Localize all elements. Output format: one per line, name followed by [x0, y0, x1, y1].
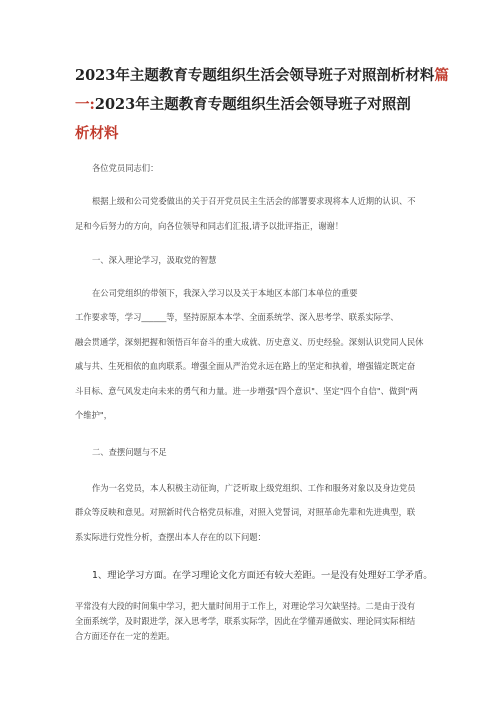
title-accent: 一:	[75, 96, 95, 113]
paragraph-line: 工作要求等，学习______等，坚持原原本本学、全面系统学、深入思考学、联系实际学、	[75, 312, 399, 322]
paragraph-line: 戚与共、生死相依的血肉联系。增强全面从严治党永远在路上的坚定和执着，增强锚定既定奋	[75, 361, 416, 371]
paragraph-line: 作为一名党员，本人积极主动征询，广泛听取上级党组织、工作和服务对象以及身边党员	[92, 483, 416, 493]
paragraph-line: 全面系统学，及时跟进学，深入思考学，联系实际学，因此在学懂弄通做实、理论同实际相结	[75, 616, 416, 626]
paragraph-line: 斗目标、意气风发走向未来的勇气和力量。进一步增强"四个意识"、坚定"四个自信"、做到"两	[75, 386, 418, 396]
paragraph-line: 合方面还存在一定的差距。	[75, 631, 175, 641]
document-title-line-3	[75, 125, 435, 142]
title-accent: 篇	[434, 67, 449, 84]
title-text: 2023年主题教育专题组织生活会领导班子对照剖	[94, 96, 411, 113]
paragraph-line: 群众等反映和意见。对照新时代合格党员标准，对照入党誓词，对照革命先辈和先进典型，联	[75, 507, 416, 517]
salutation: 各位党员同志们：	[92, 163, 159, 173]
paragraph-line: 系实际进行党性分析，查摆出本人存在的以下问题：	[75, 532, 266, 542]
problem-item-heading: 1、理论学习方面。在学习理论文化方面还有较大差距。一是没有处理好工学矛盾。	[92, 570, 433, 581]
paragraph-line: 个维护"，	[75, 410, 113, 420]
title-text: 2023年主题教育专题组织生活会领导班子对照剖析材料	[75, 67, 435, 84]
section-heading: 二、查摆问题与不足	[92, 447, 167, 457]
paragraph-line: 在公司党组织的带领下，我深入学习以及关于本地区本部门本单位的重要	[92, 288, 358, 298]
paragraph-line: 足和今后努力的方向，向各位领导和同志们汇报,请予以批评指正，谢谢！	[75, 221, 344, 231]
paragraph-line: 根据上级和公司党委做出的关于召开党员民主生活会的部署要求现将本人近期的认识、不	[92, 196, 416, 206]
paragraph-line: 融会贯通学，深刻把握和领悟百年奋斗的重大成就、历史意义、历史经验。深刻认识党同人民休	[75, 337, 424, 347]
document-title-line-2	[75, 96, 435, 113]
section-heading: 一、深入理论学习，汲取党的智慧	[92, 255, 217, 265]
title-accent: 析材料	[75, 125, 119, 142]
document-title-line-1	[75, 67, 449, 84]
paragraph-line: 平常没有大段的时间集中学习，把大量时间用于工作上，对理论学习欠缺坚持。二是由于没有	[75, 601, 416, 611]
